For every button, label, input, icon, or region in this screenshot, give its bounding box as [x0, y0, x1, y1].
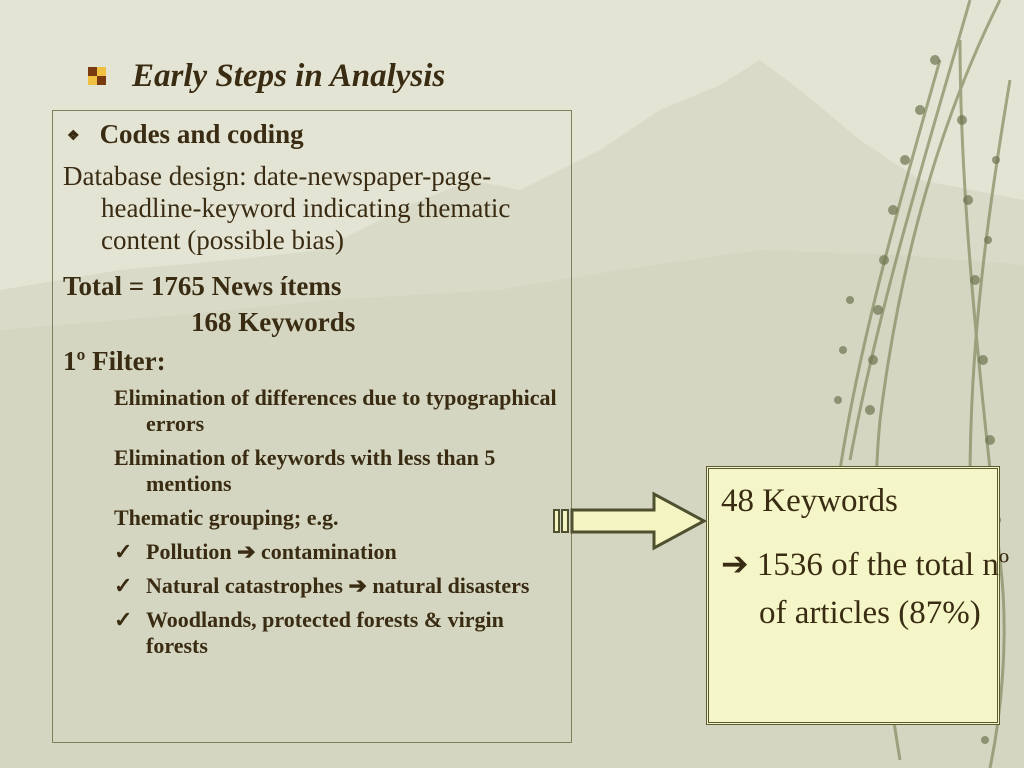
result-keywords: 48 Keywords	[721, 483, 898, 519]
check-item-text: Natural catastrophes ➔ natural disasters	[146, 573, 530, 598]
check-item-text: Pollution ➔ contamination	[146, 539, 397, 564]
check-icon: ✓	[114, 607, 133, 632]
check-item	[114, 539, 563, 565]
result-box	[706, 466, 1010, 725]
sub-item: Elimination of keywords with less than 5 mentions	[114, 445, 496, 496]
content-box	[52, 110, 572, 743]
total-block	[63, 268, 563, 340]
result-articles: ➔ 1536 of the total nº of articles (87%)	[721, 547, 1010, 631]
check-icon: ✓	[114, 573, 133, 598]
filter-heading: 1º Filter:	[63, 346, 166, 376]
check-item-text: Woodlands, protected forests & virgin forests	[146, 607, 504, 658]
codes-heading-text: Codes and coding	[99, 119, 304, 149]
total-news-items: Total = 1765 News ítems	[63, 271, 342, 301]
codes-heading	[67, 119, 563, 150]
diamond-bullet-icon: ❖	[67, 129, 80, 144]
total-keywords: 168 Keywords	[191, 307, 356, 337]
check-item	[114, 607, 563, 659]
sub-item: Elimination of differences due to typographical errors	[114, 385, 557, 436]
sub-item: Thematic grouping; e.g.	[114, 505, 339, 530]
block-arrow-icon	[550, 490, 710, 554]
check-item	[114, 573, 563, 599]
check-icon: ✓	[114, 539, 133, 564]
slide-title: Early Steps in Analysis	[132, 57, 446, 94]
slide-title-row	[88, 54, 445, 98]
title-bullet-icon	[88, 67, 106, 85]
database-design-text: Database design: date-newspaper-page-headline-keyword indicating thematic content (possible bias)	[63, 161, 511, 255]
